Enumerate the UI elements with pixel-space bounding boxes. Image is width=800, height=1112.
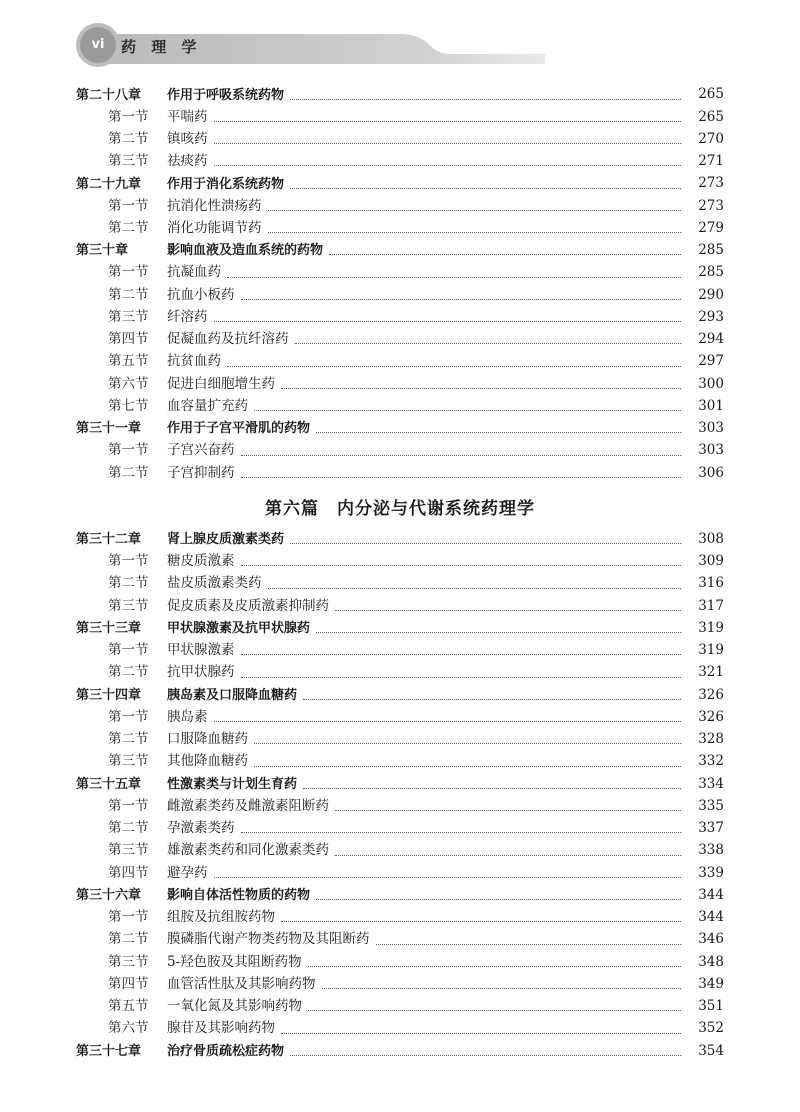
section-number: 第四节	[108, 864, 149, 881]
page-ref: 308	[698, 530, 724, 547]
section-title: 镇咳药	[167, 130, 208, 147]
chapter-title: 性激素类与计划生育药	[167, 776, 298, 792]
section-title: 促凝血药及抗纤溶药	[167, 331, 289, 348]
toc-section-row[interactable]	[0, 1018, 800, 1040]
section-title: 血容量扩充药	[167, 397, 248, 414]
section-title: 血管活性肽及其影响药物	[167, 975, 316, 992]
page-ref: 293	[698, 308, 724, 325]
section-title: 膜磷脂代谢产物类药物及其阻断药	[167, 931, 370, 948]
dot-leader	[303, 788, 681, 789]
page-ref: 301	[698, 397, 724, 414]
section-title: 抗贫血药	[167, 353, 221, 370]
dot-leader	[268, 588, 682, 589]
page-ref: 317	[698, 597, 724, 614]
section-number: 第一节	[108, 642, 149, 659]
page-ref: 271	[698, 153, 724, 170]
section-title: 糖皮质激素	[167, 553, 235, 570]
section-title: 口服降血糖药	[167, 731, 248, 748]
section-number: 第三节	[108, 753, 149, 770]
section-number: 第二节	[108, 219, 149, 236]
chapter-number: 第二十八章	[76, 87, 142, 103]
section-number: 第四节	[108, 331, 149, 348]
dot-leader	[214, 721, 682, 722]
toc-section-row[interactable]	[0, 751, 800, 773]
page-ref: 306	[698, 464, 724, 481]
page-header	[0, 0, 800, 80]
chapter-number: 第三十二章	[76, 532, 142, 548]
chapter-number: 第三十章	[76, 243, 129, 259]
dot-leader	[254, 766, 681, 767]
page-ref: 321	[698, 664, 724, 681]
section-title: 纤溶药	[167, 308, 208, 325]
section-title: 腺苷及其影响药物	[167, 1020, 275, 1037]
section-title: 一氧化氮及其影响药物	[167, 998, 302, 1015]
page-ref: 279	[698, 219, 724, 236]
toc-chapter-row[interactable]	[0, 885, 800, 907]
section-number: 第三节	[108, 842, 149, 859]
section-number: 第二节	[108, 464, 149, 481]
dot-leader	[241, 565, 682, 566]
dot-leader	[335, 610, 681, 611]
page-ref: 316	[698, 575, 724, 592]
toc-chapter-row[interactable]	[0, 240, 800, 262]
toc-section-row[interactable]	[0, 595, 800, 617]
section-title: 雄激素类药和同化激素类药	[167, 842, 329, 859]
toc-section-row[interactable]	[0, 307, 800, 329]
section-title: 子宫兴奋药	[167, 442, 235, 459]
dot-leader	[308, 966, 681, 967]
toc-section-row[interactable]	[0, 218, 800, 240]
section-title: 避孕药	[167, 864, 208, 881]
chapter-number: 第三十一章	[76, 421, 142, 437]
toc-chapter-row[interactable]	[0, 529, 800, 551]
section-number: 第一节	[108, 197, 149, 214]
toc-section-row[interactable]	[0, 951, 800, 973]
dot-leader	[295, 343, 682, 344]
toc-section-row[interactable]	[0, 996, 800, 1018]
toc-section-row[interactable]	[0, 396, 800, 418]
toc-section-row[interactable]	[0, 106, 800, 128]
section-number: 第一节	[108, 108, 149, 125]
section-number: 第一节	[108, 909, 149, 926]
page-ref: 309	[698, 553, 724, 570]
dot-leader	[316, 899, 681, 900]
toc-chapter-row[interactable]	[0, 173, 800, 195]
toc-chapter-row[interactable]	[0, 684, 800, 706]
dot-leader	[254, 410, 681, 411]
chapter-title: 影响自体活性物质的药物	[167, 888, 311, 904]
dot-leader	[303, 699, 681, 700]
chapter-title: 治疗骨质疏松症药物	[167, 1043, 285, 1059]
dot-leader	[281, 388, 681, 389]
dot-leader	[241, 654, 682, 655]
dot-leader	[268, 210, 682, 211]
section-title: 消化功能调节药	[167, 219, 262, 236]
section-title: 组胺及抗组胺药物	[167, 909, 275, 926]
toc-section-row[interactable]	[0, 907, 800, 929]
section-title: 抗血小板药	[167, 286, 235, 303]
page-ref: 332	[698, 753, 724, 770]
chapter-number: 第三十三章	[76, 621, 142, 637]
page-ref: 354	[698, 1042, 724, 1059]
dot-leader	[268, 232, 682, 233]
page-ref: 265	[698, 86, 724, 103]
dot-leader	[281, 1033, 681, 1034]
section-title: 雌激素类药及雌激素阻断药	[167, 797, 329, 814]
dot-leader	[281, 921, 681, 922]
toc-chapter-row[interactable]	[0, 773, 800, 795]
toc-section-row[interactable]	[0, 662, 800, 684]
dot-leader	[241, 477, 682, 478]
section-number: 第二节	[108, 731, 149, 748]
section-title: 抗凝血药	[167, 264, 221, 281]
page-ref: 285	[698, 264, 724, 281]
section-title: 平喘药	[167, 108, 208, 125]
chapter-number: 第三十七章	[76, 1043, 142, 1059]
dot-leader	[214, 121, 682, 122]
book-title: 药 理 学	[121, 38, 202, 56]
page-ref: 273	[698, 175, 724, 192]
page-ref: 297	[698, 353, 724, 370]
dot-leader	[290, 99, 681, 100]
section-number: 第三节	[108, 153, 149, 170]
dot-leader	[227, 277, 681, 278]
section-number: 第七节	[108, 397, 149, 414]
page-ref: 303	[698, 420, 724, 437]
page-ref: 326	[698, 708, 724, 725]
chapter-title: 影响血液及造血系统的药物	[167, 243, 324, 259]
dot-leader	[214, 321, 682, 322]
dot-leader	[214, 165, 682, 166]
toc-section-row[interactable]	[0, 462, 800, 484]
section-number: 第三节	[108, 308, 149, 325]
toc-chapter-row[interactable]	[0, 618, 800, 640]
toc-section-row[interactable]	[0, 262, 800, 284]
page-ref: 339	[698, 864, 724, 881]
chapter-title: 胰岛素及口服降血糖药	[167, 687, 298, 703]
section-number: 第一节	[108, 708, 149, 725]
page-ref: 290	[698, 286, 724, 303]
dot-leader	[241, 299, 682, 300]
chapter-title: 作用于子宫平滑肌的药物	[167, 421, 311, 437]
toc-chapter-row[interactable]	[0, 84, 800, 106]
page-ref: 326	[698, 686, 724, 703]
section-title: 抗甲状腺药	[167, 664, 235, 681]
section-number: 第二节	[108, 575, 149, 592]
chapter-title: 甲状腺激素及抗甲状腺药	[167, 621, 311, 637]
section-title: 甲状腺激素	[167, 642, 235, 659]
toc-section-row[interactable]	[0, 640, 800, 662]
page-ref: 352	[698, 1020, 724, 1037]
chapter-title: 肾上腺皮质激素类药	[167, 532, 285, 548]
section-number: 第一节	[108, 797, 149, 814]
section-number: 第一节	[108, 553, 149, 570]
dot-leader	[214, 143, 682, 144]
section-number: 第一节	[108, 442, 149, 459]
section-number: 第二节	[108, 820, 149, 837]
dot-leader	[254, 743, 681, 744]
dot-leader	[241, 832, 682, 833]
toc-section-row[interactable]	[0, 351, 800, 373]
section-title: 祛痰药	[167, 153, 208, 170]
toc-section-row[interactable]	[0, 840, 800, 862]
part-heading[interactable]: 第六篇 内分泌与代谢系统药理学	[265, 499, 535, 519]
toc-section-row[interactable]	[0, 440, 800, 462]
page-ref: 335	[698, 797, 724, 814]
toc-section-row[interactable]	[0, 796, 800, 818]
section-number: 第三节	[108, 597, 149, 614]
section-title: 盐皮质激素类药	[167, 575, 262, 592]
toc-section-row[interactable]	[0, 329, 800, 351]
toc-chapter-row[interactable]	[0, 418, 800, 440]
toc-section-row[interactable]	[0, 151, 800, 173]
chapter-number: 第三十六章	[76, 888, 142, 904]
dot-leader	[214, 877, 682, 878]
page-ref: 300	[698, 375, 724, 392]
toc-section-row[interactable]	[0, 974, 800, 996]
dot-leader	[322, 988, 682, 989]
toc-section-row[interactable]	[0, 729, 800, 751]
page-ref: 349	[698, 975, 724, 992]
toc-chapter-row[interactable]	[0, 1040, 800, 1062]
section-number: 第二节	[108, 664, 149, 681]
section-title: 胰岛素	[167, 708, 208, 725]
toc-block-2	[0, 529, 800, 1063]
chapter-title: 作用于消化系统药物	[167, 176, 285, 192]
page-ref: 273	[698, 197, 724, 214]
toc-section-row[interactable]	[0, 929, 800, 951]
section-title: 子宫抑制药	[167, 464, 235, 481]
toc-section-row[interactable]	[0, 129, 800, 151]
section-number: 第二节	[108, 130, 149, 147]
header-decoration	[0, 0, 800, 80]
section-number: 第一节	[108, 264, 149, 281]
section-number: 第五节	[108, 353, 149, 370]
dot-leader	[316, 432, 681, 433]
chapter-number: 第三十四章	[76, 687, 142, 703]
page-number: vi	[91, 37, 105, 52]
section-number: 第六节	[108, 375, 149, 392]
page-ref: 319	[698, 619, 724, 636]
dot-leader	[241, 455, 682, 456]
page-ref: 265	[698, 108, 724, 125]
dot-leader	[376, 944, 682, 945]
dot-leader	[329, 254, 681, 255]
toc-section-row[interactable]	[0, 862, 800, 884]
dot-leader	[241, 677, 682, 678]
dot-leader	[227, 366, 681, 367]
page-ref: 303	[698, 442, 724, 459]
dot-leader	[335, 855, 681, 856]
section-title: 孕激素类药	[167, 820, 235, 837]
toc-section-row[interactable]	[0, 707, 800, 729]
section-number: 第六节	[108, 1020, 149, 1037]
page-ref: 294	[698, 331, 724, 348]
dot-leader	[290, 1055, 681, 1056]
section-number: 第二节	[108, 286, 149, 303]
dot-leader	[335, 810, 681, 811]
page-ref: 319	[698, 642, 724, 659]
page-ref: 338	[698, 842, 724, 859]
page-ref: 270	[698, 130, 724, 147]
toc-section-row[interactable]	[0, 551, 800, 573]
section-title: 5-羟色胺及其阻断药物	[167, 953, 302, 970]
chapter-title: 作用于呼吸系统药物	[167, 87, 285, 103]
page-ref: 344	[698, 886, 724, 903]
page-ref: 337	[698, 820, 724, 837]
section-number: 第五节	[108, 998, 149, 1015]
section-title: 促进白细胞增生药	[167, 375, 275, 392]
page-ref: 351	[698, 998, 724, 1015]
toc-section-row[interactable]	[0, 195, 800, 217]
page-ref: 285	[698, 242, 724, 259]
dot-leader	[308, 1010, 681, 1011]
dot-leader	[290, 543, 681, 544]
page-ref: 346	[698, 931, 724, 948]
chapter-number: 第三十五章	[76, 776, 142, 792]
section-number: 第三节	[108, 953, 149, 970]
dot-leader	[290, 188, 681, 189]
section-title: 促皮质素及皮质激素抑制药	[167, 597, 329, 614]
page-ref: 334	[698, 775, 724, 792]
chapter-number: 第二十九章	[76, 176, 142, 192]
section-title: 抗消化性溃疡药	[167, 197, 262, 214]
section-number: 第四节	[108, 975, 149, 992]
section-number: 第二节	[108, 931, 149, 948]
toc-block-1	[0, 84, 800, 485]
section-title: 其他降血糖药	[167, 753, 248, 770]
toc-section-row[interactable]	[0, 284, 800, 306]
toc-section-row[interactable]	[0, 818, 800, 840]
toc-section-row[interactable]	[0, 373, 800, 395]
dot-leader	[316, 632, 681, 633]
page-ref: 348	[698, 953, 724, 970]
toc-section-row[interactable]	[0, 573, 800, 595]
table-of-contents	[0, 84, 800, 1063]
page-ref: 328	[698, 731, 724, 748]
page-ref: 344	[698, 909, 724, 926]
